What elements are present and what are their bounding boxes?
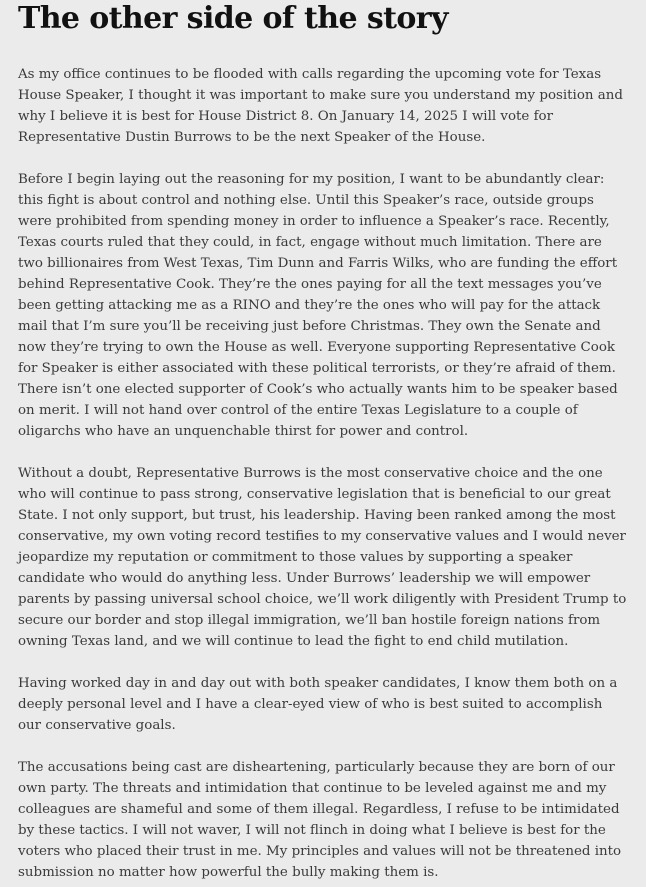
article-paragraph-3: Without a doubt, Representative Burrows is the most conservative choice and the one who will continue to pass strong, conservative legislation that is beneficial to our great State. I not only support, but trust, his leadership. Having been ranked among the most conservative, my own voting record testifies to my conservative values and I would never jeopardize my reputation or commitment to those values by supporting a speaker candidate who would do anything less. Under Burrows’ leadership we will empower parents by passing universal school choice, we’ll work diligently with President Trump to secure our border and stop illegal immigration, we’ll ban hostile foreign nations from owning Texas land, and we will continue to lead the fight to end child mutilation. bbox=[18, 466, 627, 649]
article-paragraph-4: Having worked day in and day out with both speaker candidates, I know them both on a deeply personal level and I have a clear-eyed view of who is best suited to accomplish our conservative goals. bbox=[18, 676, 618, 733]
article-paragraph-2: Before I begin laying out the reasoning for my position, I want to be abundantly clear: this fight is about control and nothing else. Until this Speaker’s race, outside groups were prohibited from spending money in order to influence a Speaker’s race. Recently, Texas courts ruled that they could, in fact, engage without much limitation. There are two billionaires from West Texas, Tim Dunn and Farris Wilks, who are funding the effort behind Representative Cook. They’re the ones paying for all the text messages you’ve been getting attacking me as a RINO and they’re the ones who will pay for the attack mail that I’m sure you’ll be receiving just before Christmas. They own the Senate and now they’re trying to own the House as well. Everyone supporting Representative Cook for Speaker is either associated with these political terrorists, or they’re afraid of them. There isn’t one elected supporter of Cook’s who actually wants him to be speaker based on merit. I will not hand over control of the entire Texas Legislature to a couple of oligarchs who have an unquenchable thirst for power and control. bbox=[18, 172, 618, 439]
article-paragraph-5: The accusations being cast are disheartening, particularly because they are born of our own party. The threats and intimidation that continue to be leveled against me and my colleagues are shameful and some of them illegal. Regardless, I refuse to be intimidated by these tactics. I will not waver, I will not flinch in doing what I believe is best for the voters who placed their trust in me. My principles and values will not be threatened into submission no matter how powerful the bully making them is. bbox=[18, 760, 622, 880]
article-paragraph-1: As my office continues to be flooded with calls regarding the upcoming vote for Texas House Speaker, I thought it was important to make sure you understand my position and why I believe it is best for House District 8. On January 14, 2025 I will vote for Representative Dustin Burrows to be the next Speaker of the House. bbox=[18, 67, 623, 145]
article-title: The other side of the story bbox=[18, 1, 448, 36]
